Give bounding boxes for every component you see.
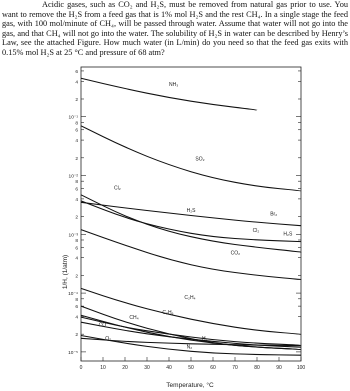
y-tick-label: 4 [75, 139, 78, 145]
series-label-c2h6: C₂H₆ [162, 310, 174, 317]
y-tick-label: 4 [75, 315, 78, 321]
y-tick-label: 6 [75, 187, 78, 193]
y-tick-label: 8 [75, 121, 78, 127]
y-tick-label: 8 [75, 297, 78, 303]
x-tick-label: 50 [188, 365, 194, 371]
y-tick-label: 2 [75, 97, 78, 103]
series-label-cl2: Cl₂ [114, 185, 121, 192]
x-tick-label: 30 [144, 365, 150, 371]
x-tick-label: 100 [296, 365, 306, 371]
y-axis-title: 1/H, (1/atm) [62, 254, 69, 290]
series-label-c2h4: C₂H₄ [184, 294, 196, 301]
x-axis-ticks [80, 357, 306, 371]
series-label-co2: CO₂ [230, 250, 241, 257]
y-tick-label: 10⁻⁵ [68, 350, 78, 356]
series-line-c2h6 [81, 306, 301, 349]
y-tick-label: 2 [75, 156, 78, 162]
y-tick-label: 10⁻⁴ [68, 292, 78, 298]
y-axis-ticks [68, 69, 301, 356]
x-tick-label: 80 [254, 365, 260, 371]
series-label-h2: H₂ [202, 336, 208, 343]
series-label-h2s-right: H₂S [283, 231, 293, 238]
series-line-so2 [81, 126, 301, 191]
series-label-br2: Br₂ [270, 211, 278, 218]
series-label-n2: N₂ [186, 344, 193, 351]
y-tick-label: 2 [75, 274, 78, 280]
x-tick-label: 60 [210, 365, 216, 371]
x-tick-label: 10 [100, 365, 106, 371]
y-tick-label: 6 [75, 128, 78, 134]
x-tick-label: 20 [122, 365, 128, 371]
series-label-o2: O₂ [105, 335, 112, 342]
y-tick-label: 8 [75, 238, 78, 244]
y-tick-label: 4 [75, 80, 78, 86]
x-tick-label: 0 [79, 365, 83, 371]
y-tick-label: 10⁻¹ [68, 115, 78, 121]
y-tick-label: 10⁻³ [68, 233, 78, 239]
y-tick-label: 10⁻² [68, 174, 78, 180]
y-tick-label: 2 [75, 215, 78, 221]
series-label-co: CO [98, 322, 107, 329]
y-tick-label: 6 [75, 246, 78, 252]
x-axis-title: Temperature, °C [166, 382, 214, 389]
x-tick-label: 40 [166, 365, 172, 371]
problem-text: Acidic gases, such as CO₂ and H₂S, must be removed from natural gas prior to use. You want to remove the H₂S from a feed gas that is 1% mol H₂S and the rest CH₄. In a single stage the feed gas, with 100 mol/minute of CH₄, will be passed through water. Assume that water will not go into the gas, and that CH₄ will not go into the water. The solubility of H₂S in water can be described by Henry’s Law, see the attached Figure. How much water (in L/min) do you need so that the feed gas exits with 0.15% mol H₂S at 25 °C and pressure of 68 atm? [2, 0, 348, 57]
y-tick-label: 4 [75, 256, 78, 262]
series-label-h2s: H₂S [186, 207, 196, 214]
y-tick-label: 4 [75, 197, 78, 203]
x-tick-label: 70 [232, 365, 238, 371]
y-tick-label: 6 [75, 69, 78, 75]
series-label-cl2-right: Cl₂ [252, 227, 260, 234]
series-label-ch4: CH₄ [129, 315, 139, 322]
y-tick-label: 2 [75, 333, 78, 339]
series-label-so2: SO₂ [195, 156, 205, 163]
y-tick-label: 8 [75, 180, 78, 186]
series-layer [81, 78, 301, 355]
series-label-nh3: NH₃ [169, 82, 179, 89]
x-tick-label: 90 [276, 365, 282, 371]
y-tick-label: 6 [75, 305, 78, 311]
